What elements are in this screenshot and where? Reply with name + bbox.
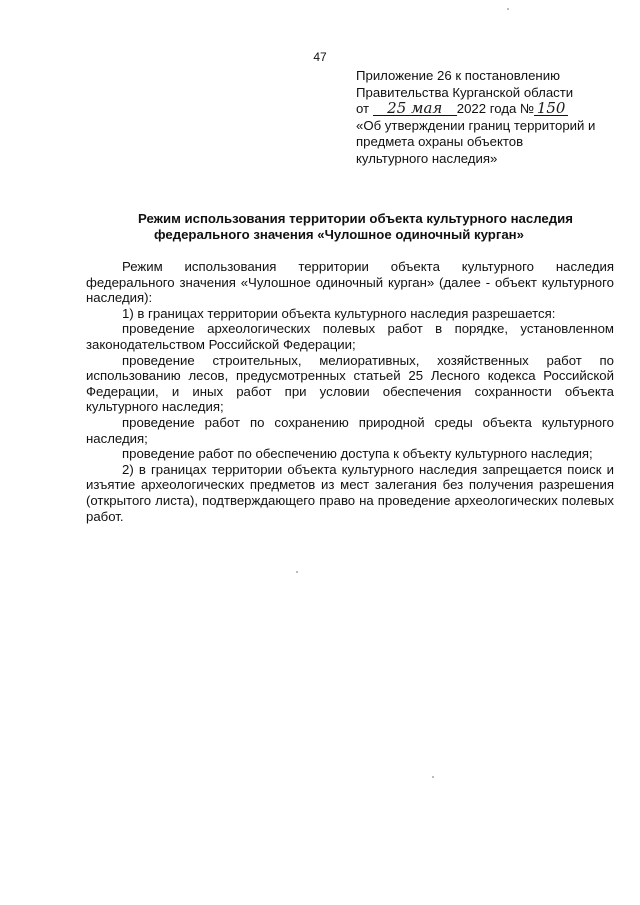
paragraph: проведение работ по обеспечению доступа к объекту культурного наследия;: [122, 446, 593, 462]
paragraph: Режим использования территории объекта культурного наследия федерального значения «Чулошное одиночный курган» (далее - объект культурного наследия):: [86, 259, 614, 306]
appendix-line-5: предмета охраны объектов: [356, 134, 524, 149]
appendix-line-6: культурного наследия»: [356, 150, 498, 166]
appendix-line-4: «Об утверждении границ территорий и: [356, 117, 596, 133]
appendix-line-2: Правительства Курганской области: [356, 84, 574, 100]
paragraph: проведение строительных, мелиоративных, хозяйственных работ по использованию лесов, предусмотренных статьей 25 Лесного кодекса Российской Федерации, и иных работ при условии обеспечения сохранности объекта культурного наследия;: [86, 352, 614, 415]
year-text: 2022 года №: [456, 101, 535, 116]
date-prefix: от: [356, 101, 370, 116]
scan-speck: [296, 571, 298, 573]
title-line-1: Режим использования территории объекта культурного наследия: [138, 211, 573, 226]
paragraph: проведение археологических полевых работ в порядке, установленном законодательством Российской Федерации;: [86, 321, 614, 352]
page-number: 47: [313, 50, 327, 64]
scan-speck: [507, 8, 509, 10]
paragraph: проведение работ по сохранению природной среды объекта культурного наследия;: [86, 414, 614, 446]
scan-speck: [432, 776, 434, 778]
appendix-date-line: [356, 101, 626, 118]
appendix-line-1: Приложение 26 к постановлению: [356, 68, 560, 83]
document-body: [86, 259, 614, 524]
handwritten-date: 25 мая: [373, 101, 457, 116]
paragraph: 2) в границах территории объекта культурного наследия запрещается поиск и изъятие археологических предметов из мест залегания без получения разрешения (открытого листа), подтверждающего право на проведение археологических полевых работ.: [86, 461, 614, 524]
appendix-header: [356, 68, 626, 167]
paragraph: 1) в границах территории объекта культурного наследия разрешается:: [122, 305, 556, 321]
handwritten-number: 150: [534, 101, 568, 116]
document-title: [96, 211, 636, 243]
title-line-2: федерального значения «Чулошное одиночный курган»: [154, 227, 524, 242]
